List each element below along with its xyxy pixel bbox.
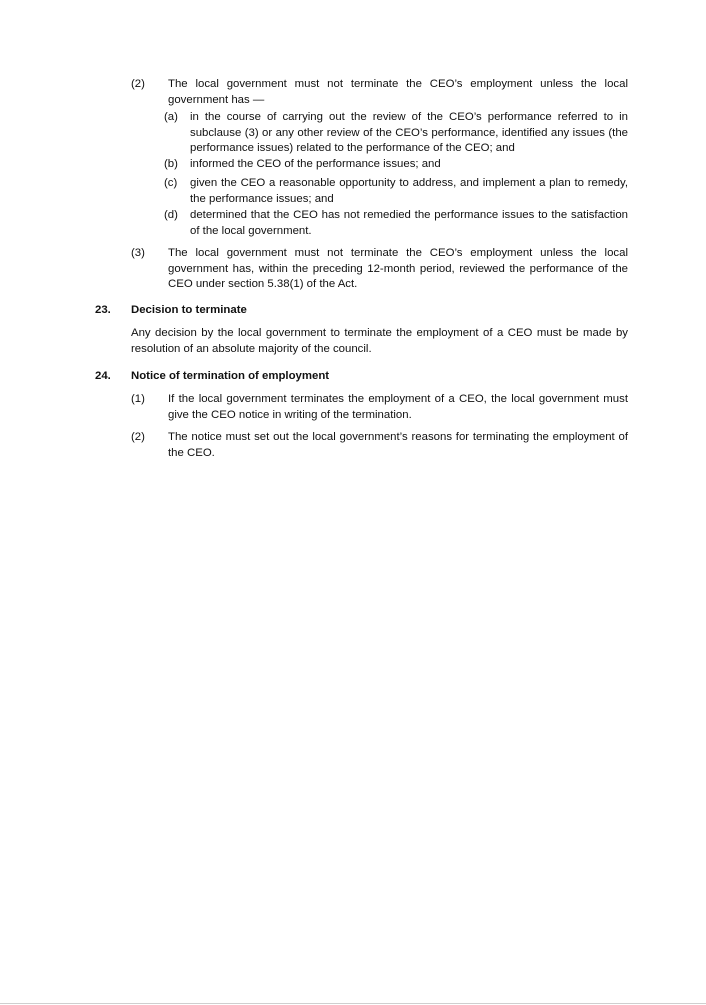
item-label-b: (b) (164, 158, 178, 170)
clause-heading: Notice of termination of employment (131, 370, 330, 382)
item-text-a: in the course of carrying out the review of the CEO’s performance referred to in subclause (3) or any other review of the CEO’s performance, identified any issues (the performance issues) related to the performance of the CEO; and (190, 111, 628, 155)
clause-heading: Decision to terminate (131, 304, 247, 316)
subclause-number: (3) (131, 247, 145, 259)
clause-body: Any decision by the local government to terminate the employment of a CEO must be made by resolution of an absolute majority of the council. (131, 327, 628, 355)
item-label-c: (c) (164, 177, 178, 189)
subclause-number: (1) (131, 393, 145, 405)
clause-number: 24. (95, 370, 111, 382)
item-text-d: determined that the CEO has not remedied the performance issues to the satisfaction of the local government. (190, 209, 628, 237)
subclause-text: The local government must not terminate the CEO’s employment unless the local government has — (168, 78, 628, 106)
subclause-number: (2) (131, 431, 145, 443)
page-bottom-edge (0, 1003, 706, 1004)
subclause-number: (2) (131, 78, 145, 90)
subclause-text: The local government must not terminate the CEO’s employment unless the local government has, within the preceding 12-month period, reviewed the performance of the CEO under section 5.38(1) of the Act. (168, 247, 628, 291)
item-text-b: informed the CEO of the performance issues; and (190, 158, 441, 170)
clause-number: 23. (95, 304, 111, 316)
subclause-text: The notice must set out the local government’s reasons for terminating the employment of the CEO. (168, 431, 628, 459)
item-label-d: (d) (164, 209, 178, 221)
item-label-a: (a) (164, 111, 178, 123)
item-text-c: given the CEO a reasonable opportunity to address, and implement a plan to remedy, the performance issues; and (190, 177, 628, 205)
subclause-text: If the local government terminates the employment of a CEO, the local government must give the CEO notice in writing of the termination. (168, 393, 628, 421)
